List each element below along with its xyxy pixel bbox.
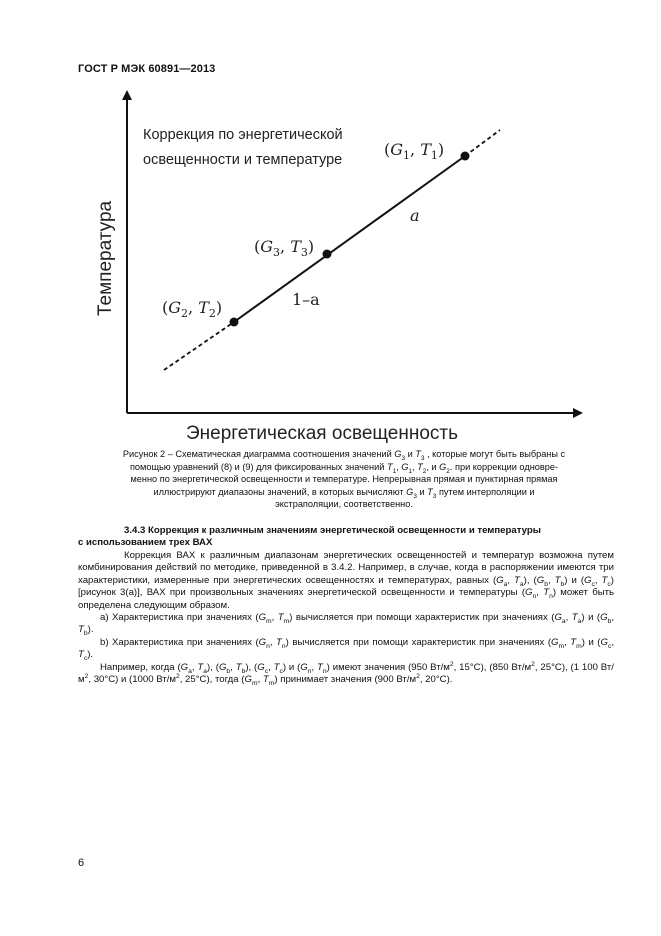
paragraph-1: Коррекция ВАХ к различным диапазонам энергетических освещенностей и температур возможна путем комбинирования действий по методике, приведенной в 3.4.2. Например, в случае, когда в распоряжении имеются три характеристики, измеренные при энергетических освещенностях и температурах, равных ($G_a$, $T_a$), ($G_b$, $T_b$) и ($G_c$, $T_c$) [рисунок 3(a)], ВАХ при произвольных значениях энергетической освещенности и температуры ($G_n$, $T_n$) может быть определена следующим образом. [78, 550, 614, 611]
paragraph-a: a) Характеристика при значениях ($G_m$, $T_m$) вычисляется при помощи характеристик при значениях ($G_a$, $T_a$) и ($G_b$, $T_b$). [78, 612, 614, 638]
caption-line-4: иллюстрируют диапазоны значений, в которых вычисляют $G_3$ и $T_3$ путем интерполяции и [153, 486, 535, 500]
extrapolation-dashed-line-upper [465, 130, 500, 156]
section-heading [78, 525, 614, 550]
page-number: 6 [78, 857, 85, 869]
point-g2-t2 [230, 318, 239, 327]
point-label-g3-t3: ($G_3$, $T_3$) [254, 237, 315, 259]
figure-caption [78, 448, 610, 511]
caption-line-2: помощью уравнений (8) и (9) для фиксированных значений $T_1$, $G_1$, $T_2$, и $G_2$. при коррекции одновре- [129, 461, 559, 475]
caption-line-1: Рисунок 2 – Схематическая диаграмма соотношения значений $G_3$ и $T_3$ , которые могут быть выбраны с [122, 449, 566, 462]
point-label-g2-t2: ($G_2$, $T_2$) [162, 298, 223, 320]
y-axis-label: Температура [95, 200, 116, 316]
caption-line-5: экстраполяции, соответственно. [275, 499, 413, 510]
extrapolation-dashed-line [164, 322, 234, 370]
point-g1-t1 [461, 152, 470, 161]
section-heading-line1: 3.4.3 Коррекция к различным значениям энергетической освещенности и температуры [124, 525, 541, 536]
point-g3-t3 [323, 250, 332, 259]
x-axis-label: Энергетическая освещенность [186, 423, 459, 444]
paragraph-example: Например, когда ($G_a$, $T_a$), ($G_b$, $T_b$), ($G_c$, $T_c$) и ($G_n$, $T_n$) имеют значения (950 $Вт/м^2$, 15°C), (850 $Вт/м^2$, 25°C), (1 100 $Вт/м^2$, 30°C) и (1000 $Вт/м^2$, 25°C), тогда ($G_m$, $T_m$) принимает значения (900 $Вт/м^2$, 20°C). [78, 660, 614, 687]
chart-title-line2: освещенности и температуре [143, 152, 343, 168]
section-heading-line2: с использованием трех ВАХ [78, 537, 213, 549]
paragraph-b: b) Характеристика при значениях ($G_n$, $T_n$) вычисляется при помощи характеристик при значениях ($G_m$, $T_m$) и ($G_c$, $T_c$). [78, 636, 614, 663]
chart-title-line1: Коррекция по энергетической [143, 127, 343, 143]
caption-line-3: менно по энергетической освещенности и температуре. Непрерывная прямая и пунктирная прямая [130, 474, 558, 485]
section-body [78, 550, 614, 686]
segment-label-upper: a [410, 206, 420, 225]
document-header: ГОСТ Р МЭК 60891—2013 [78, 63, 216, 75]
correction-diagram [0, 0, 661, 445]
point-label-g1-t1: ($G_1$, $T_1$) [384, 140, 445, 162]
segment-label-lower: 1–a [292, 290, 320, 309]
